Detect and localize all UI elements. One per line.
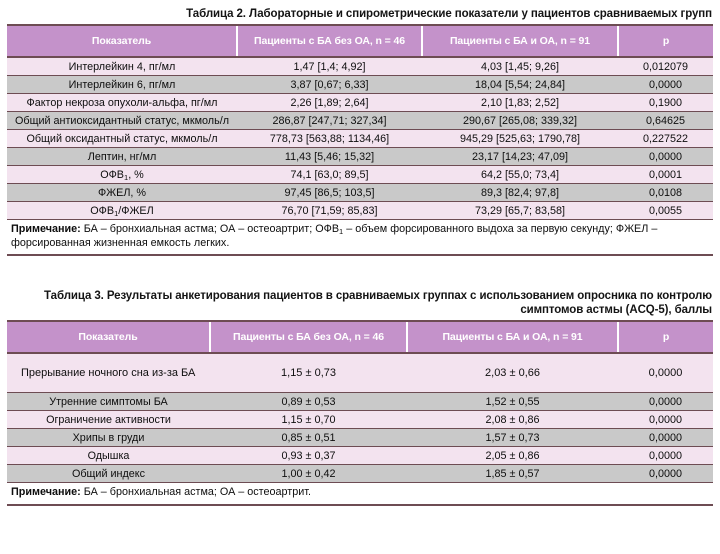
- table2-row-5-indicator: Лептин, нг/мл: [7, 148, 237, 166]
- table2-row-8-group2: 73,29 [65,7; 83,58]: [422, 202, 618, 220]
- table2-row-0-indicator: Интерлейкин 4, пг/мл: [7, 57, 237, 76]
- table3-row-2-indicator: Ограничение активности: [7, 411, 210, 429]
- table2-row-7-group1: 97,45 [86,5; 103,5]: [237, 184, 422, 202]
- table-row: [7, 184, 713, 202]
- table3-row-0-indicator: Прерывание ночного сна из-за БА: [7, 353, 210, 393]
- table-row: [7, 393, 713, 411]
- table3-row-3-group2: 1,57 ± 0,73: [407, 429, 618, 447]
- table3-note-row: [7, 483, 713, 505]
- table3-row-3-group1: 0,85 ± 0,51: [210, 429, 407, 447]
- table2: [7, 26, 713, 256]
- table2-row-7-pvalue: 0,0108: [618, 184, 713, 202]
- table-row: [7, 112, 713, 130]
- table3-header-row: [7, 322, 713, 353]
- table2-row-7-indicator: ФЖЕЛ, %: [7, 184, 237, 202]
- table2-header-row: [7, 26, 713, 57]
- table2-row-1-indicator: Интерлейкин 6, пг/мл: [7, 76, 237, 94]
- table2-row-2-group2: 2,10 [1,83; 2,52]: [422, 94, 618, 112]
- table3-row-4-indicator: Одышка: [7, 447, 210, 465]
- table2-row-7-group2: 89,3 [82,4; 97,8]: [422, 184, 618, 202]
- table3-title: Таблица 3. Результаты анкетирования пациентов в сравниваемых группах с использованием опросника по контролю симптомов астмы (ACQ-5), баллы: [44, 290, 712, 316]
- table2-row-4-indicator: Общий оксидантный статус, мкмоль/л: [7, 130, 237, 148]
- table-row: [7, 148, 713, 166]
- table2-title-wrap: [7, 0, 713, 24]
- table3-row-1-group1: 0,89 ± 0,53: [210, 393, 407, 411]
- table3-row-0-pvalue: 0,0000: [618, 353, 713, 393]
- table3-row-2-group1: 1,15 ± 0,70: [210, 411, 407, 429]
- table2-row-6-group2: 64,2 [55,0; 73,4]: [422, 166, 618, 184]
- table3-row-0-group1: 1,15 ± 0,73: [210, 353, 407, 393]
- table-row: [7, 57, 713, 76]
- table-row: [7, 465, 713, 483]
- table2-row-0-group2: 4,03 [1,45; 9,26]: [422, 57, 618, 76]
- table2-row-3-group1: 286,87 [247,71; 327,34]: [237, 112, 422, 130]
- table-row: [7, 166, 713, 184]
- table3-row-5-group2: 1,85 ± 0,57: [407, 465, 618, 483]
- table-row: [7, 447, 713, 465]
- table-block-table3: [7, 282, 713, 506]
- table2-row-3-indicator: Общий антиоксидантный статус, мкмоль/л: [7, 112, 237, 130]
- table2-row-8-group1: 76,70 [71,59; 85,83]: [237, 202, 422, 220]
- table3-row-1-indicator: Утренние симптомы БА: [7, 393, 210, 411]
- table2-row-4-group1: 778,73 [563,88; 1134,46]: [237, 130, 422, 148]
- table3-row-1-group2: 1,52 ± 0,55: [407, 393, 618, 411]
- table2-row-6-indicator: $ОФВ_1$, %: [7, 166, 237, 184]
- table2-row-5-group1: 11,43 [5,46; 15,32]: [237, 148, 422, 166]
- table2-col-header-indicator: Показатель: [7, 26, 237, 57]
- table2-row-1-group1: 3,87 [0,67; 6,33]: [237, 76, 422, 94]
- table3-col-header-p: p: [618, 322, 713, 353]
- table3-row-0-group2: 2,03 ± 0,66: [407, 353, 618, 393]
- table3-row-2-pvalue: 0,0000: [618, 411, 713, 429]
- table2-row-4-group2: 945,29 [525,63; 1790,78]: [422, 130, 618, 148]
- table2-row-2-indicator: Фактор некроза опухоли-альфа, пг/мл: [7, 94, 237, 112]
- table2-col-header-p: p: [618, 26, 713, 57]
- table2-row-1-group2: 18,04 [5,54; 24,84]: [422, 76, 618, 94]
- table3-row-4-group1: 0,93 ± 0,37: [210, 447, 407, 465]
- table-row: [7, 76, 713, 94]
- table3-wrapper: [7, 320, 713, 506]
- table2-row-6-group1: 74,1 [63,0; 89,5]: [237, 166, 422, 184]
- table3-row-5-pvalue: 0,0000: [618, 465, 713, 483]
- table2-row-5-pvalue: 0,0000: [618, 148, 713, 166]
- table3-head: [7, 322, 713, 353]
- table2-col-header-group2: Пациенты с БА и ОА, n = 91: [422, 26, 618, 57]
- table3-row-1-pvalue: 0,0000: [618, 393, 713, 411]
- table3-row-3-pvalue: 0,0000: [618, 429, 713, 447]
- table3-note: Примечание: БА – бронхиальная астма; ОА – остеоартрит.: [7, 483, 713, 505]
- table2-row-8-pvalue: 0,0055: [618, 202, 713, 220]
- table3: [7, 322, 713, 506]
- table2-row-0-pvalue: 0,012079: [618, 57, 713, 76]
- table-row: [7, 353, 713, 393]
- table3-col-header-group2: Пациенты с БА и ОА, n = 91: [407, 322, 618, 353]
- table2-title: Таблица 2. Лабораторные и спирометрические показатели у пациентов сравниваемых групп: [186, 8, 712, 20]
- section-gap: [0, 256, 720, 282]
- table3-row-2-group2: 2,08 ± 0,86: [407, 411, 618, 429]
- table2-body: [7, 57, 713, 255]
- table-row: [7, 202, 713, 220]
- table2-row-3-pvalue: 0,64625: [618, 112, 713, 130]
- table2-row-0-group1: 1,47 [1,4; 4,92]: [237, 57, 422, 76]
- table3-row-4-group2: 2,05 ± 0,86: [407, 447, 618, 465]
- table2-row-4-pvalue: 0,227522: [618, 130, 713, 148]
- table3-body: [7, 353, 713, 505]
- table2-note-label: Примечание:: [11, 223, 81, 235]
- table2-note: Примечание: БА – бронхиальная астма; ОА – остеоартрит; $ОФВ_1$ – объем форсированного выдоха за первую секунду; ФЖЕЛ – форсированная жизненная емкость легких.: [7, 220, 713, 256]
- table-row: [7, 130, 713, 148]
- table3-row-5-indicator: Общий индекс: [7, 465, 210, 483]
- table2-row-8-indicator: $ОФВ_1$/ФЖЕЛ: [7, 202, 237, 220]
- table2-note-row: [7, 220, 713, 256]
- table3-row-4-pvalue: 0,0000: [618, 447, 713, 465]
- table-row: [7, 94, 713, 112]
- table2-row-6-pvalue: 0,0001: [618, 166, 713, 184]
- table2-wrapper: [7, 24, 713, 256]
- table-block-table2: [7, 0, 713, 256]
- table2-row-2-pvalue: 0,1900: [618, 94, 713, 112]
- table3-note-label: Примечание:: [11, 486, 81, 498]
- table3-col-header-indicator: Показатель: [7, 322, 210, 353]
- table2-col-header-group1: Пациенты с БА без ОА, n = 46: [237, 26, 422, 57]
- table-row: [7, 429, 713, 447]
- table3-row-5-group1: 1,00 ± 0,42: [210, 465, 407, 483]
- table3-row-3-indicator: Хрипы в груди: [7, 429, 210, 447]
- table-row: [7, 411, 713, 429]
- table2-row-3-group2: 290,67 [265,08; 339,32]: [422, 112, 618, 130]
- table2-head: [7, 26, 713, 57]
- table3-title-wrap: [7, 282, 713, 320]
- table2-row-2-group1: 2,26 [1,89; 2,64]: [237, 94, 422, 112]
- table2-row-5-group2: 23,17 [14,23; 47,09]: [422, 148, 618, 166]
- table2-row-1-pvalue: 0,0000: [618, 76, 713, 94]
- table3-col-header-group1: Пациенты с БА без ОА, n = 46: [210, 322, 407, 353]
